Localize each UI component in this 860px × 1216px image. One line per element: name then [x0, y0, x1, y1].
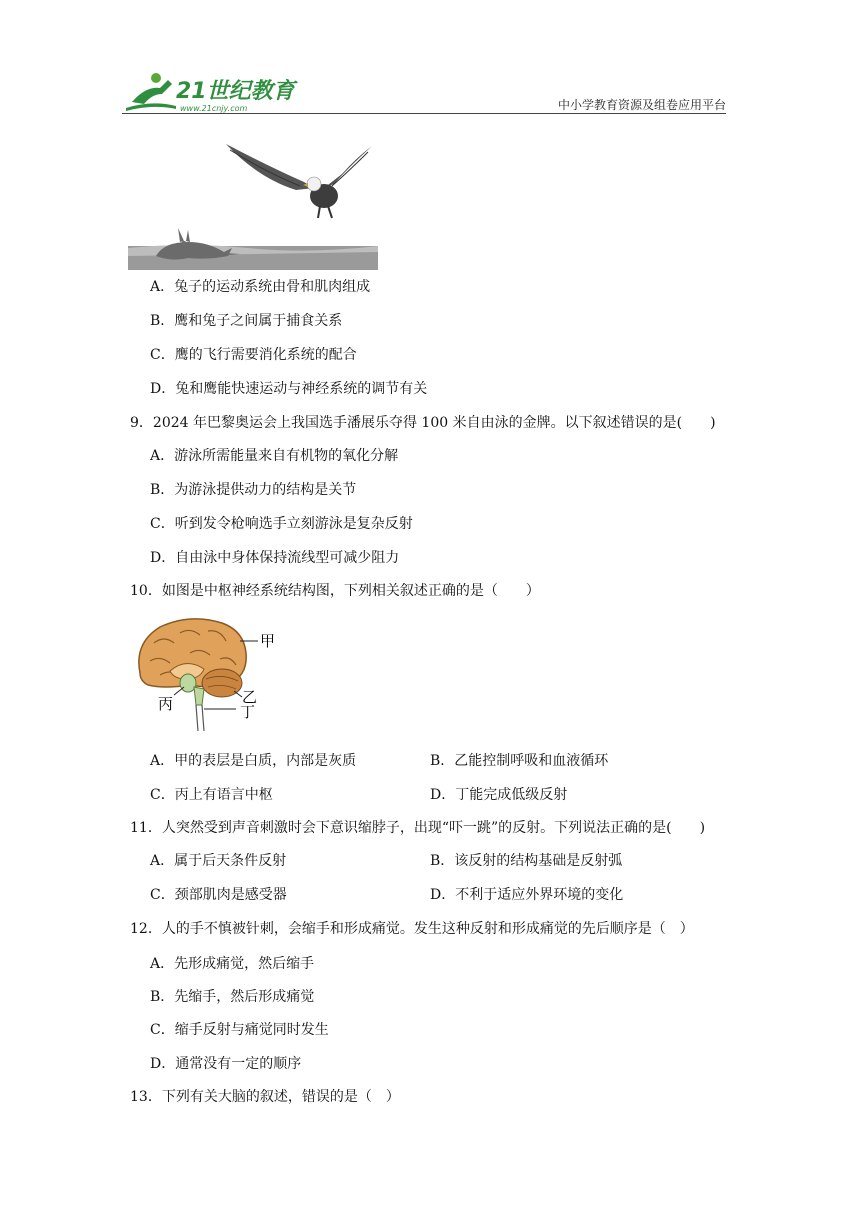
q10-option-c: C．丙上有语言中枢	[150, 787, 273, 803]
q12-option-c: C．缩手反射与痛觉同时发生	[150, 1022, 329, 1038]
q12-stem: 12．人的手不慎被针刺，会缩手和形成痛觉。发生这种反射和形成痛觉的先后顺序是（ ）	[130, 921, 694, 937]
q10-option-b: B．乙能控制呼吸和血液循环	[430, 753, 609, 769]
q8-option-c: C．鹰的飞行需要消化系统的配合	[150, 347, 357, 363]
platform-name: 中小学教育资源及组卷应用平台	[557, 98, 726, 112]
q12-option-d: D．通常没有一定的顺序	[150, 1056, 302, 1072]
q10-stem: 10．如图是中枢神经系统结构图，下列相关叙述正确的是（ ）	[130, 583, 540, 599]
rabbit-icon	[156, 228, 240, 260]
q10-option-d: D．丁能完成低级反射	[430, 787, 568, 803]
svg-text:www.21cnjy.com: www.21cnjy.com	[180, 104, 248, 113]
eagle-rabbit-figure	[128, 138, 378, 270]
label-jia: 甲	[260, 632, 276, 650]
q13-stem: 13．下列有关大脑的叙述，错误的是（ ）	[130, 1089, 400, 1105]
q11-option-a: A．属于后天条件反射	[150, 853, 287, 869]
page-header	[122, 66, 726, 116]
q8-option-d: D．兔和鹰能快速运动与神经系统的调节有关	[150, 381, 428, 397]
header-divider	[122, 113, 726, 114]
q9-option-a: A．游泳所需能量来自有机物的氧化分解	[150, 448, 399, 464]
site-logo	[122, 66, 302, 114]
svg-text:21世纪教育: 21世纪教育	[176, 79, 295, 104]
q12-option-b: B．先缩手，然后形成痛觉	[150, 989, 315, 1005]
q11-option-b: B．该反射的结构基础是反射弧	[430, 853, 623, 869]
q8-option-a: A．兔子的运动系统由骨和肌肉组成	[150, 279, 371, 295]
q11-option-c: C．颈部肌肉是感受器	[150, 887, 287, 903]
q12-option-a: A．先形成痛觉，然后缩手	[150, 956, 315, 972]
eagle-icon	[226, 144, 372, 218]
q9-option-b: B．为游泳提供动力的结构是关节	[150, 482, 357, 498]
brain-figure	[130, 613, 280, 731]
q9-option-c: C．听到发令枪响选手立刻游泳是复杂反射	[150, 516, 413, 532]
label-yi: 乙	[242, 688, 258, 706]
label-bing: 丙	[158, 695, 174, 713]
q8-option-b: B．鹰和兔子之间属于捕食关系	[150, 313, 343, 329]
q10-option-a: A．甲的表层是白质，内部是灰质	[150, 753, 357, 769]
label-ding: 丁	[240, 703, 256, 721]
q9-stem: 9．2024 年巴黎奥运会上我国选手潘展乐夺得 100 米自由泳的金牌。以下叙述错误的是( )	[130, 415, 716, 431]
q11-option-d: D．不利于适应外界环境的变化	[430, 887, 624, 903]
q9-option-d: D．自由泳中身体保持流线型可减少阻力	[150, 550, 400, 566]
q11-stem: 11．人突然受到声音刺激时会下意识缩脖子，出现“吓一跳”的反射。下列说法正确的是( )	[130, 820, 706, 836]
